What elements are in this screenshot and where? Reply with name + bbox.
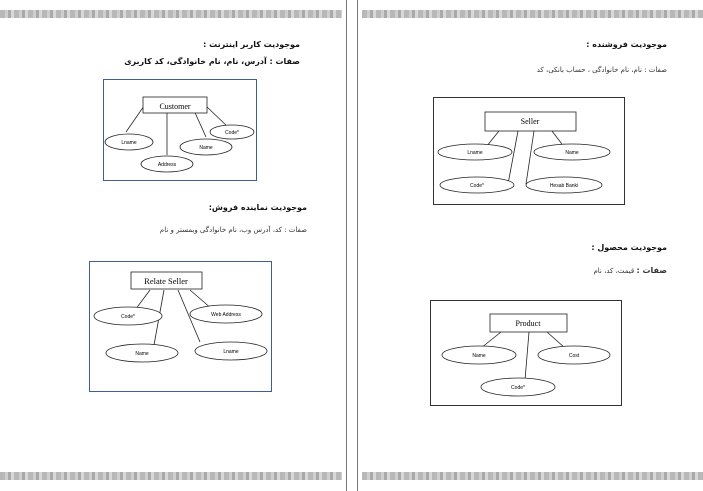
relate-seller-code-label: Code* [121,314,135,320]
relate-seller-name-label: Name [135,351,149,357]
relate-seller-entity-label: Relate Seller [144,276,188,286]
customer-code-label: Code* [225,130,239,136]
internet-user-heading: موجودیت کاربر اینترنت : [203,40,300,49]
customer-er-diagram [103,79,257,181]
seller-hesab-banki-label: Hesab Banki [549,183,579,189]
seller-code-label: Code* [470,183,484,189]
customer-name-label: Name [199,145,213,151]
seller-attributes-text: صفات : نام، نام خانوادگی ، حساب بانکی، کد [536,66,667,74]
page-bottom-edge [0,472,342,480]
product-attributes-text: قیمت، کد، نام [593,267,635,275]
page-gutter [342,0,362,491]
sales-rep-attributes-text: صفات : کد، آدرس وب، نام خانوادگی وبمستر و نام [159,226,307,234]
relate-seller-diagram-svg [90,262,271,391]
left-page [0,0,342,491]
sales-rep-heading: موجودیت نماینده فروش: [208,203,307,212]
page-top-edge [0,10,342,18]
seller-entity-label: Seller [520,117,540,126]
product-heading: موجودیت محصول : [591,243,667,252]
product-name-label: Name [472,353,486,359]
seller-lname-label: Lname [467,150,483,156]
relate-seller-lname-label: Lname [223,349,239,355]
product-attributes-label: صفات : [636,266,667,275]
product-code-label: Code* [511,385,525,391]
product-cost-label: Cost [568,353,580,359]
internet-user-attributes-text: صفات : آدرس، نام، نام خانوادگی، کد کاربری [124,57,300,66]
seller-er-diagram [433,97,625,205]
page-top-edge [362,10,703,18]
relate-seller-er-diagram [89,261,272,392]
right-page [362,0,703,491]
customer-address-label: Address [157,162,177,168]
customer-entity-label: Customer [159,102,191,111]
seller-diagram-svg [434,98,624,204]
seller-name-label: Name [565,150,579,156]
customer-lname-label: Lname [121,140,137,146]
product-attributes-line [593,266,667,275]
customer-diagram-svg [104,80,256,180]
product-diagram-svg [431,301,621,405]
relate-seller-web-address-label: Web Address [211,312,241,318]
seller-heading: موجودیت فروشنده : [586,40,667,49]
product-er-diagram [430,300,622,406]
product-entity-label: Product [515,319,541,328]
page-bottom-edge [362,472,703,480]
